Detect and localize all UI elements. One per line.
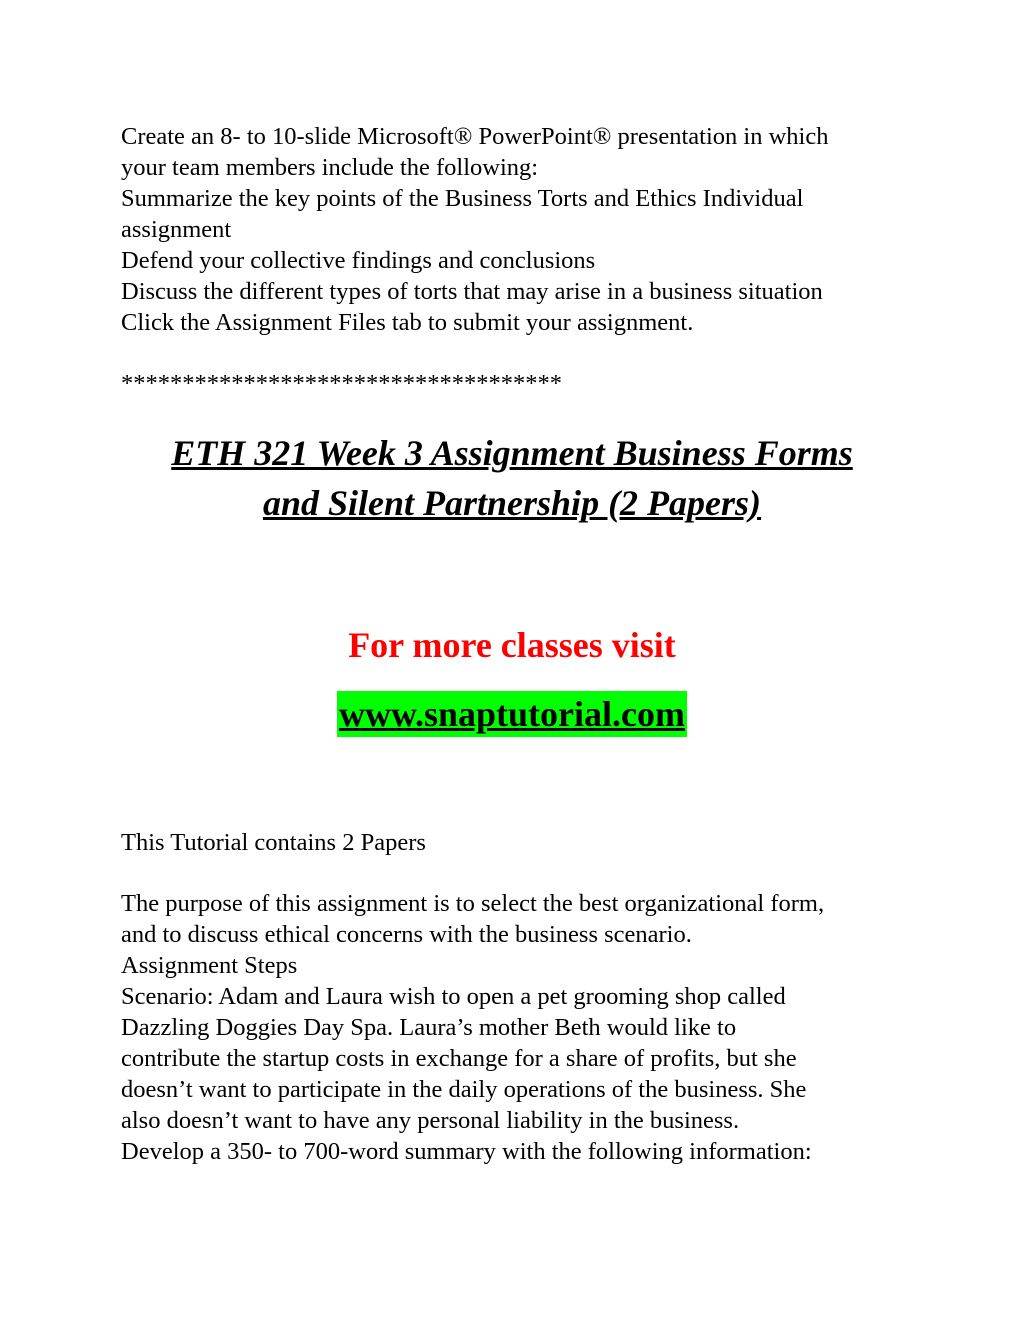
- intro-line: your team members include the following:: [121, 154, 539, 181]
- intro-line: Discuss the different types of torts that may arise in a business situation: [121, 278, 823, 305]
- page-title-line-1: ETH 321 Week 3 Assignment Business Forms: [171, 433, 853, 473]
- body-line: Develop a 350- to 700-word summary with the following information:: [121, 1138, 812, 1165]
- intro-line: Summarize the key points of the Business Torts and Ethics Individual: [121, 185, 804, 212]
- body-line: The purpose of this assignment is to select the best organizational form,: [121, 890, 825, 917]
- body-line: and to discuss ethical concerns with the business scenario.: [121, 921, 692, 948]
- snaptutorial-link[interactable]: www.snaptutorial.com: [337, 691, 687, 737]
- intro-line: Click the Assignment Files tab to submit your assignment.: [121, 309, 694, 336]
- tutorial-note: This Tutorial contains 2 Papers: [121, 829, 426, 856]
- body-line: contribute the startup costs in exchange for a share of profits, but she: [121, 1045, 797, 1072]
- body-line: Assignment Steps: [121, 952, 298, 979]
- body-line: also doesn’t want to have any personal liability in the business.: [121, 1107, 740, 1134]
- body-line: Dazzling Doggies Day Spa. Laura’s mother Beth would like to: [121, 1014, 737, 1041]
- separator: ************************************: [121, 370, 562, 397]
- page-title-line-2: and Silent Partnership (2 Papers): [262, 483, 762, 523]
- promo-text: For more classes visit: [348, 625, 676, 665]
- intro-line: Defend your collective findings and conclusions: [121, 247, 596, 274]
- promo-link-wrapper: [0, 691, 1024, 737]
- intro-line: assignment: [121, 216, 232, 243]
- intro-line: Create an 8- to 10-slide Microsoft® PowerPoint® presentation in which: [121, 123, 829, 150]
- body-line: doesn’t want to participate in the daily operations of the business. She: [121, 1076, 807, 1103]
- body-line: Scenario: Adam and Laura wish to open a pet grooming shop called: [121, 983, 786, 1010]
